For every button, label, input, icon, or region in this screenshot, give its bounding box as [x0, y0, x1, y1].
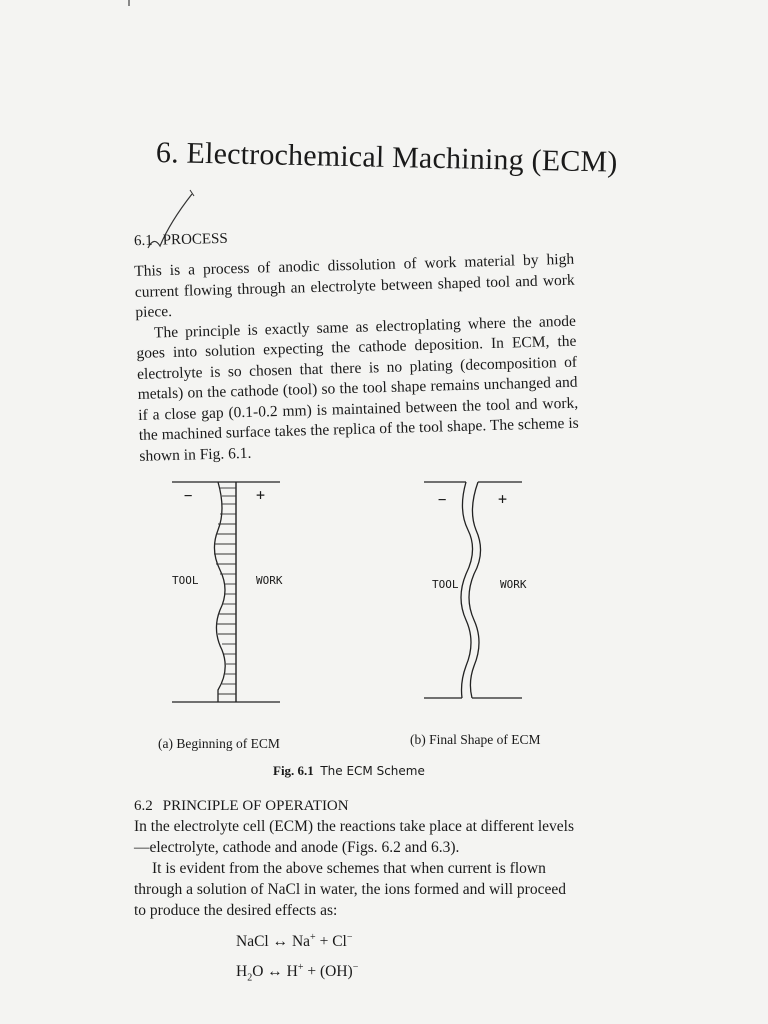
panel-b-work-label: WORK [500, 578, 527, 591]
eq-arrow: ↔ [267, 963, 283, 981]
eq-term: H [236, 963, 248, 981]
panel-a-tool-label: TOOL [172, 574, 199, 587]
eq-superscript: − [352, 962, 359, 973]
eq-subscript: 2 [247, 972, 253, 984]
figure-6-1 [160, 470, 550, 740]
paragraph: It is evident from the above schemes that when current is flown through a solution of NaCl in water, the ions formed and will proceed to produce the desired effects as: [134, 860, 566, 919]
equation-nacl [236, 932, 352, 951]
eq-term: O [252, 963, 264, 981]
eq-superscript: + [297, 962, 304, 973]
eq-term: Na [291, 933, 311, 951]
section-title: PRINCIPLE OF OPERATION [162, 798, 349, 814]
figure-number: Fig. 6.1 [273, 763, 314, 778]
chapter-title: 6. Electrochemical Machining (ECM) [155, 136, 618, 179]
eq-superscript: − [346, 932, 353, 943]
eq-plus: + [307, 963, 317, 981]
panel-b-minus-sign: − [438, 492, 447, 508]
eq-term: H [286, 963, 298, 981]
section-heading-6-2 [134, 798, 349, 815]
eq-plus: + [319, 933, 329, 951]
subfigure-b-caption: (b) Final Shape of ECM [410, 732, 541, 747]
eq-term: NaCl [236, 933, 269, 951]
eq-superscript: + [310, 932, 316, 943]
section-2-body [134, 816, 574, 921]
panel-b-tool-label: TOOL [432, 578, 459, 591]
eq-term: (OH) [320, 963, 353, 981]
figure-caption [273, 763, 425, 779]
section-number: 6.1 [133, 232, 153, 250]
panel-a-minus-sign: − [184, 488, 193, 504]
section-title: PROCESS [162, 230, 228, 249]
ecm-scheme-diagram [160, 470, 550, 740]
panel-a-drawing [172, 482, 280, 702]
panel-a-plus-sign: + [256, 486, 266, 504]
paragraph: This is a process of anodic dissolution of work material by high current flowing through an electrolyte between shaped tool and work piece. [134, 250, 575, 321]
scan-artifact [128, 0, 130, 6]
eq-arrow: ↔ [272, 933, 289, 951]
figure-caption-text: The ECM Scheme [320, 764, 425, 778]
eq-term: Cl [332, 933, 347, 951]
equation-water [236, 962, 358, 983]
panel-b-plus-sign: + [498, 490, 508, 508]
panel-a-work-label: WORK [256, 574, 283, 587]
section-number: 6.2 [134, 798, 153, 814]
paragraph: The principle is exactly same as electroplating where the anode goes into solution expecting the cathode deposition. In ECM, the electrolyte is so chosen that there is no plating (decomposition of metals) on the cathode (tool) so the tool shape remains unchanged and if a close gap (0.1-0.2 mm) is maintained between the tool and work, the machined surface takes the replica of the tool shape. The scheme is shown in Fig. 6.1. [136, 312, 579, 465]
section-heading-6-1 [134, 231, 228, 250]
paragraph: In the electrolyte cell (ECM) the reactions take place at different levels—electrolyte, cathode and anode (Figs. 6.2 and 6.3). [134, 818, 574, 856]
subfigure-a-caption: (a) Beginning of ECM [158, 736, 280, 751]
section-1-body [134, 250, 580, 467]
